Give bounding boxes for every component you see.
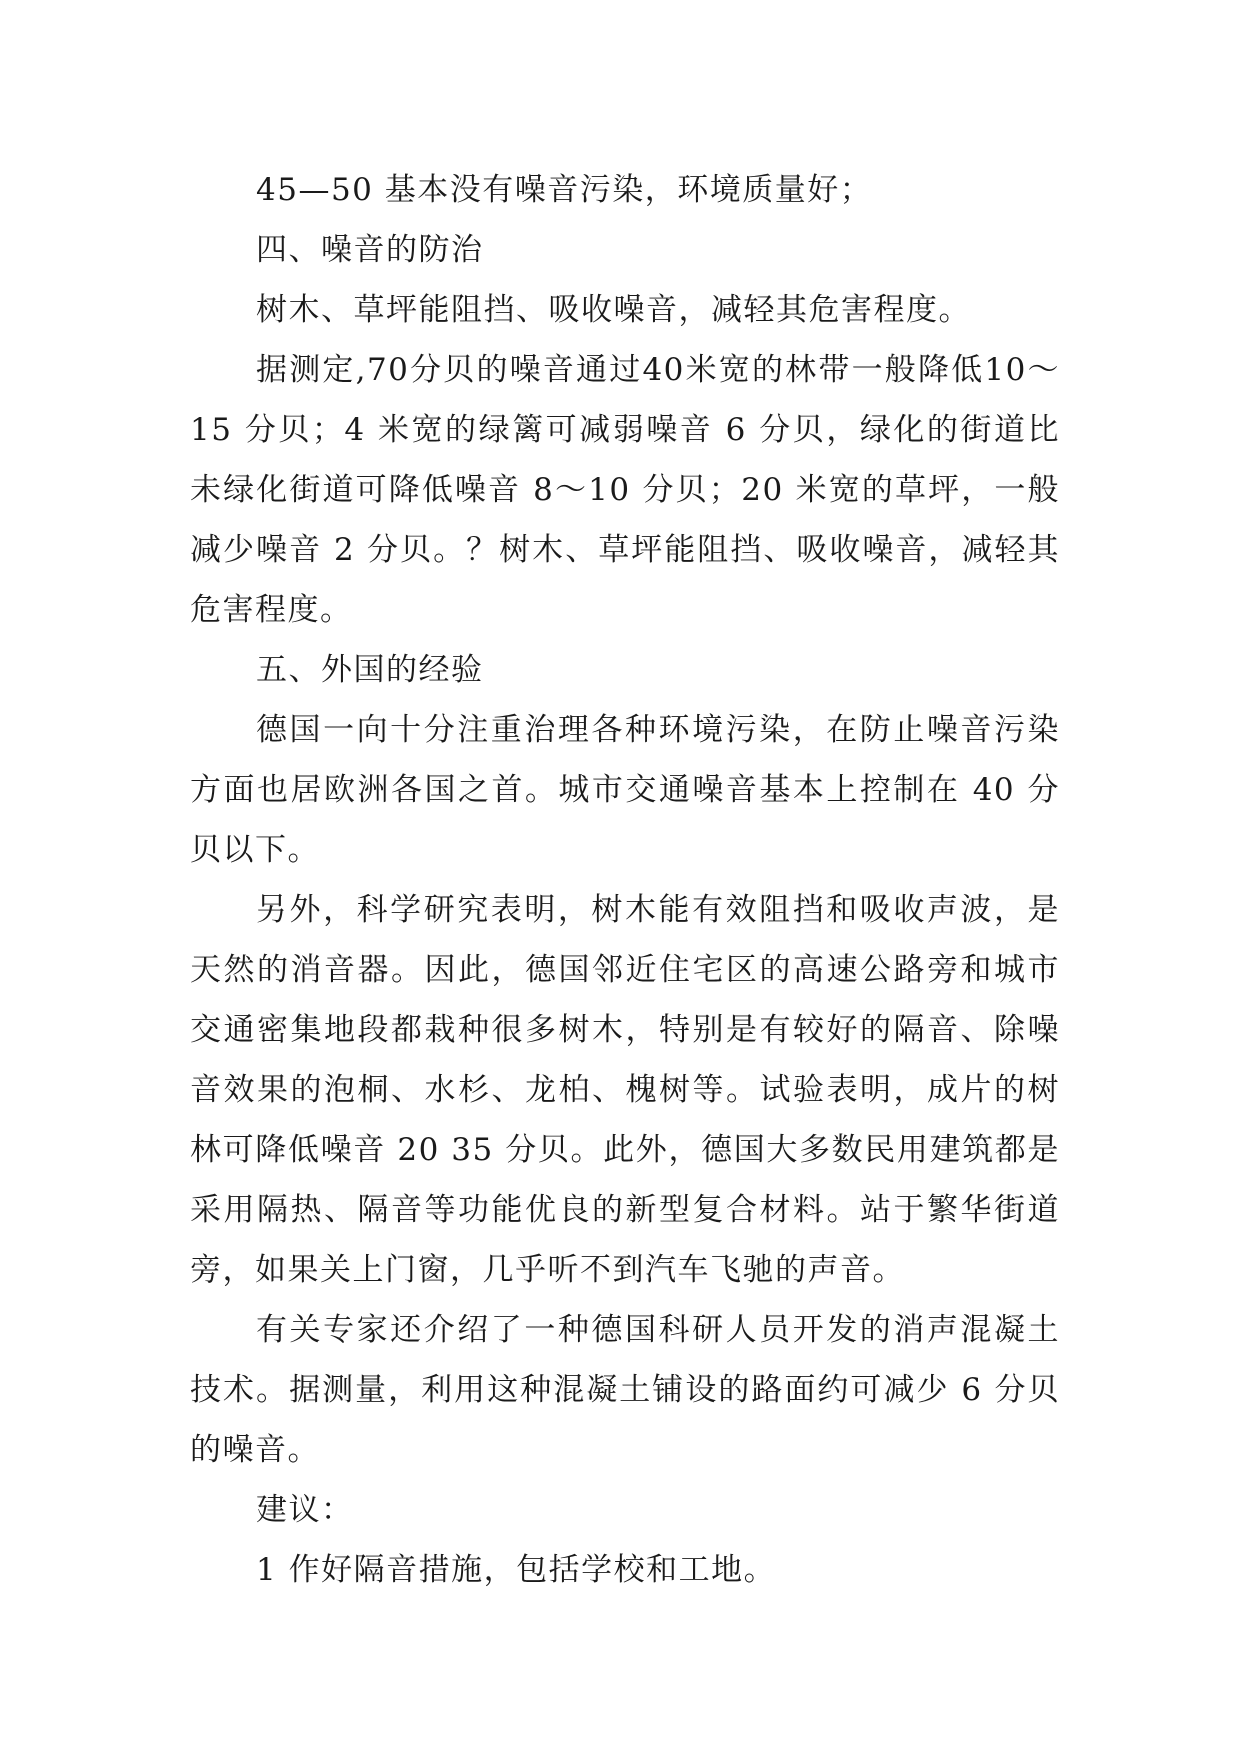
paragraph-measurements: 据测定,70分贝的噪音通过40米宽的林带一般降低10～15 分贝；4 米宽的绿篱可减弱噪音 6 分贝，绿化的街道比未绿化街道可降低噪音 8～10 分贝；20 米宽的草坪，一般减少噪音 2 分贝。？树木、草坪能阻挡、吸收噪音，减轻其危害程度。: [190, 352, 1060, 628]
paragraph-germany-trees: 另外，科学研究表明，树木能有效阻挡和吸收声波，是天然的消音器。因此，德国邻近住宅区的高速公路旁和城市交通密集地段都栽种很多树木，特别是有较好的隔音、除噪音效果的泡桐、水杉、龙柏、槐树等。试验表明，成片的树林可降低噪音 20 35 分贝。此外，德国大多数民用建筑都是采用隔热、隔音等功能优良的新型复合材料。站于繁华街道旁，如果关上门窗，几乎听不到汽车飞驰的声音。: [190, 892, 1060, 1288]
section-heading-foreign-experience: 五、外国的经验: [256, 652, 484, 688]
paragraph-trees-lawn: 树木、草坪能阻挡、吸收噪音，减轻其危害程度。: [256, 292, 971, 328]
document-page: [190, 160, 1060, 1600]
section-heading-noise-prevention: 四、噪音的防治: [256, 232, 484, 268]
paragraph-germany-overview: 德国一向十分注重治理各种环境污染，在防止噪音污染方面也居欧洲各国之首。城市交通噪音基本上控制在 40 分贝以下。: [190, 712, 1060, 868]
paragraph-suggestion-1: 1 作好隔音措施，包括学校和工地。: [256, 1552, 777, 1588]
section-heading-suggestions: 建议：: [256, 1492, 354, 1528]
paragraph-concrete-technology: 有关专家还介绍了一种德国科研人员开发的消声混凝土技术。据测量，利用这种混凝土铺设的路面约可减少 6 分贝的噪音。: [190, 1312, 1060, 1468]
paragraph-noise-level-45-50: 45—50 基本没有噪音污染，环境质量好；: [256, 172, 873, 208]
